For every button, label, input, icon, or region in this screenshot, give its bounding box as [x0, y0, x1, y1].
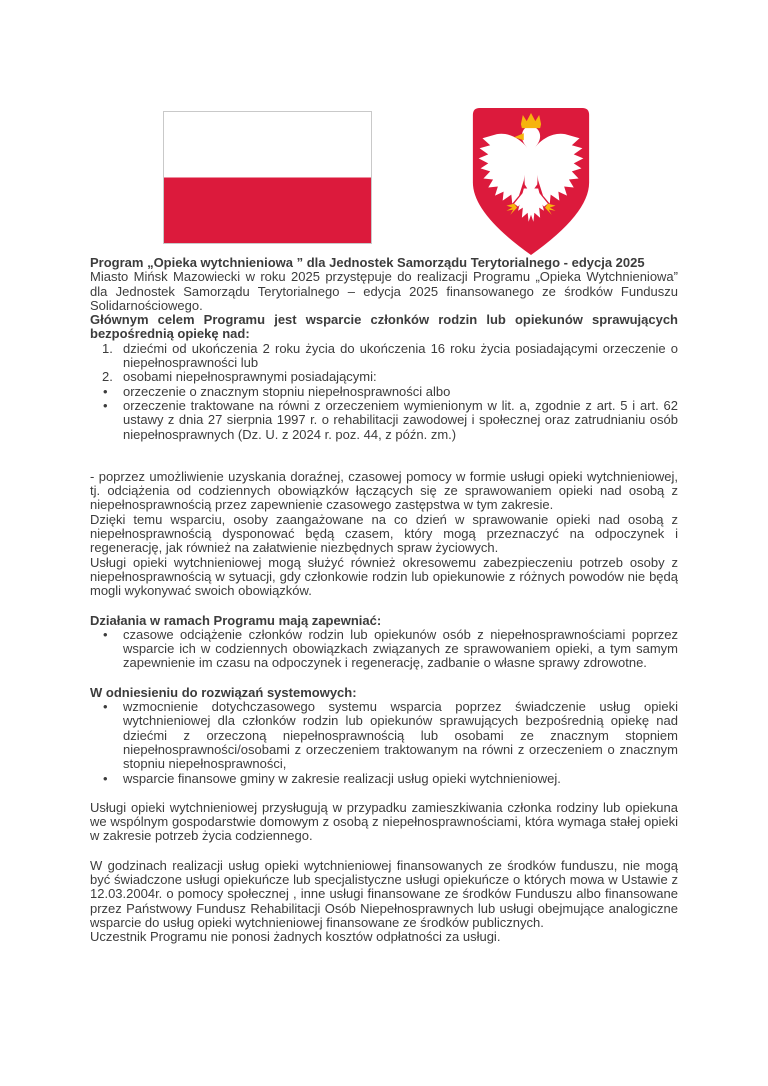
list-item: • wzmocnienie dotychczasowego systemu wsparcia poprzez świadczenie usług opieki wytchnieniowej dla członków rodzin lub opiekunów sprawujących bezpośrednią opiekę nad dziećmi z orzeczoną niepełnosprawnością lub osobami ze znacznym stopniem niepełnosprawności/osobami z orzeczeniem traktowanym na równi z orzeczeniem o znacznym stopniu niepełnosprawności, [123, 700, 678, 771]
list-item: • orzeczenie o znacznym stopniu niepełnosprawności albo [123, 385, 678, 399]
actions-heading: Działania w ramach Programu mają zapewniać: [90, 612, 382, 628]
purpose-paragraph-2: Dzięki temu wsparciu, osoby zaangażowane na co dzień w sprawowanie opieki nad osobą z niepełnosprawnością dysponować będą czasem, który mogą przeznaczyć na odpoczynek i regenerację, jak również na załatwienie niezbędnych spraw życiowych. [90, 511, 678, 556]
intro-paragraph: Miasto Mińsk Mazowiecki w roku 2025 przystępuje do realizacji Programu „Opieka Wytchnieniowa” dla Jednostek Samorządu Terytorialnego – edycja 2025 finansowanego ze środków Funduszu Solidarnościowego. [90, 269, 678, 313]
list-item: osobami niepełnosprawnymi posiadającymi: [123, 369, 377, 385]
purpose-paragraph-3: Usługi opieki wytchnieniowej mogą służyć również okresowemu zabezpieczeniu potrzeb osoby z niepełnosprawnością w sytuacji, gdy członkowie rodzin lub opiekunowie z różnych powodów nie będą mogli wykonywać swoich obowiązków. [90, 554, 678, 599]
poland-flag [163, 111, 372, 244]
target-groups-list [90, 342, 678, 385]
purpose-paragraph-1: - poprzez umożliwienie uzyskania doraźnej, czasowej pomocy w formie usługi opieki wytchnieniowej, tj. odciążenia od codziennych obowiązków łączących się ze sprawowaniem opieki nad osobą z niepełnosprawnością przez zapewnienie czasowego zastępstwa w tym zakresie. [90, 468, 678, 513]
list-item: • wsparcie finansowe gminy w zakresie realizacji usług opieki wytchnieniowej. [123, 772, 678, 786]
cost-note: Uczestnik Programu nie ponosi żadnych kosztów odpłatności za usługi. [90, 929, 501, 945]
certificates-list [90, 385, 678, 442]
document-body [90, 256, 678, 944]
actions-list [90, 628, 678, 671]
coat-of-arms-icon [470, 106, 592, 258]
list-item: • czasowe odciążenie członków rodzin lub opiekunów osób z niepełnosprawnościami poprzez wsparcie ich w codziennych obowiązkach związanych ze sprawowaniem opieki, a tym samym zapewnienie im czasu na odpoczynek i regenerację, zadbanie o własne sprawy zdrowotne. [123, 628, 678, 671]
flag-red-stripe [164, 178, 372, 244]
restrictions-paragraph: W godzinach realizacji usług opieki wytchnieniowej finansowanych ze środków funduszu, nie mogą być świadczone usługi opiekuńcze lub specjalistyczne usługi opiekuńcze o których mowa w Ustawie z 12.03.2004r. o pomocy społecznej , inne usługi finansowane ze środków Funduszu albo finansowane przez Państwowy Fundusz Rehabilitacji Osób Niepełnosprawnych lub usługi obejmujące analogiczne wsparcie do usług opieki wytchnieniowej finansowane ze środków publicznych. [90, 857, 678, 930]
poland-flag-icon [163, 111, 372, 244]
system-list [90, 700, 678, 786]
document-title: Program „Opieka wytchnieniowa ” dla Jednostek Samorządu Terytorialnego - edycja 2025 [90, 255, 645, 270]
goal-heading: Głównym celem Programu jest wsparcie członków rodzin lub opiekunów sprawujących bezpośrednią opiekę nad: [90, 312, 678, 342]
list-item: dziećmi od ukończenia 2 roku życia do ukończenia 16 roku życia posiadającymi orzeczenie o niepełnosprawności lub [123, 340, 678, 371]
system-heading: W odniesieniu do rozwiązań systemowych: [90, 684, 357, 700]
list-item: • orzeczenie traktowane na równi z orzeczeniem wymienionym w lit. a, zgodnie z art. 5 i art. 62 ustawy z dnia 27 sierpnia 1997 r. o rehabilitacji zawodowej i społecznej oraz zatrudnianiu osób niepełnosprawnych (Dz. U. z 2024 r. poz. 44, z późn. zm.) [123, 399, 678, 442]
poland-coat-of-arms [470, 106, 592, 258]
eligibility-paragraph: Usługi opieki wytchnieniowej przysługują w przypadku zamieszkiwania członka rodziny lub opiekuna we wspólnym gospodarstwie domowym z osobą z niepełnosprawnościami, która wymaga stałej opieki w zakresie potrzeb życia codziennego. [90, 799, 678, 844]
